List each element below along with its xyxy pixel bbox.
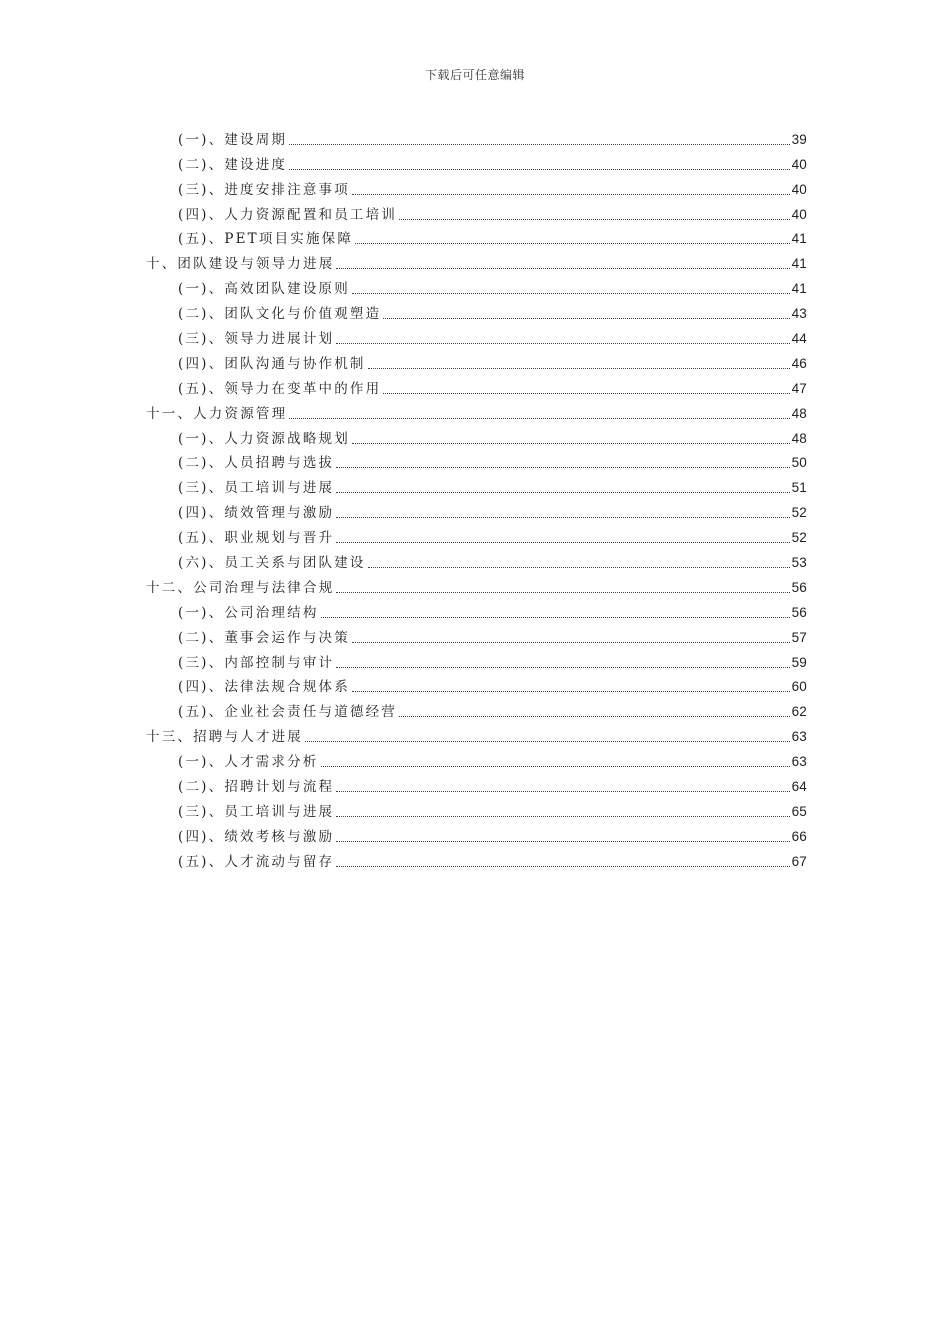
toc-page-number: 48 — [791, 405, 807, 421]
toc-page-number: 64 — [791, 779, 807, 795]
toc-page-number: 66 — [791, 828, 807, 844]
toc-page-number: 56 — [791, 579, 807, 595]
toc-entry-label: (四)、绩效考核与激励 — [178, 828, 335, 845]
toc-entry-label: 十、团队建设与领导力进展 — [146, 256, 335, 273]
toc-page-number: 43 — [791, 306, 807, 322]
toc-dot-leader — [305, 740, 790, 742]
table-of-contents — [146, 124, 807, 871]
toc-section-entry[interactable] — [146, 821, 807, 846]
toc-dot-leader — [336, 541, 789, 543]
toc-page-number: 41 — [791, 231, 807, 247]
toc-entry-label: (二)、董事会运作与决策 — [178, 629, 350, 646]
toc-section-entry[interactable] — [146, 647, 807, 672]
toc-dot-leader — [289, 417, 789, 419]
toc-section-entry[interactable] — [146, 124, 807, 149]
toc-entry-label: (三)、员工培训与进展 — [178, 480, 335, 497]
toc-dot-leader — [336, 466, 789, 468]
toc-page-number: 63 — [791, 754, 807, 770]
toc-section-entry[interactable] — [146, 522, 807, 547]
toc-dot-leader — [336, 666, 789, 668]
toc-section-entry[interactable] — [146, 846, 807, 871]
toc-entry-label: (三)、领导力进展计划 — [178, 331, 335, 348]
toc-dot-leader — [321, 765, 790, 767]
toc-entry-label: (五)、领导力在变革中的作用 — [178, 380, 382, 397]
toc-dot-leader — [383, 317, 789, 319]
toc-section-entry[interactable] — [146, 423, 807, 448]
toc-dot-leader — [336, 491, 789, 493]
toc-entry-label: (五)、PET项目实施保障 — [178, 231, 354, 248]
toc-dot-leader — [321, 616, 790, 618]
toc-dot-leader — [352, 193, 790, 195]
toc-dot-leader — [336, 516, 789, 518]
toc-entry-label: (一)、人力资源战略规划 — [178, 430, 350, 447]
toc-section-entry[interactable] — [146, 771, 807, 796]
toc-dot-leader — [368, 367, 790, 369]
toc-entry-label: (一)、人才需求分析 — [178, 754, 319, 771]
toc-section-entry[interactable] — [146, 597, 807, 622]
toc-page-number: 60 — [791, 679, 807, 695]
toc-dot-leader — [352, 292, 790, 294]
toc-chapter-entry[interactable] — [146, 572, 807, 597]
toc-chapter-entry[interactable] — [146, 721, 807, 746]
toc-entry-label: (二)、团队文化与价值观塑造 — [178, 306, 382, 323]
toc-page-number: 46 — [791, 355, 807, 371]
toc-page-number: 44 — [791, 331, 807, 347]
toc-page-number: 62 — [791, 704, 807, 720]
toc-section-entry[interactable] — [146, 174, 807, 199]
toc-dot-leader — [352, 442, 790, 444]
toc-entry-label: (一)、高效团队建设原则 — [178, 281, 350, 298]
toc-page-number: 59 — [791, 654, 807, 670]
toc-entry-label: 十二、公司治理与法律合规 — [146, 579, 335, 596]
toc-entry-label: (四)、团队沟通与协作机制 — [178, 355, 366, 372]
toc-section-entry[interactable] — [146, 746, 807, 771]
toc-section-entry[interactable] — [146, 298, 807, 323]
toc-dot-leader — [399, 715, 790, 717]
toc-entry-label: (五)、企业社会责任与道德经营 — [178, 704, 398, 721]
toc-section-entry[interactable] — [146, 497, 807, 522]
toc-page-number: 50 — [791, 455, 807, 471]
toc-section-entry[interactable] — [146, 348, 807, 373]
toc-page-number: 41 — [791, 256, 807, 272]
toc-entry-label: (六)、员工关系与团队建设 — [178, 555, 366, 572]
toc-dot-leader — [352, 641, 790, 643]
toc-dot-leader — [383, 392, 789, 394]
toc-page-number: 39 — [791, 131, 807, 147]
toc-entry-label: (五)、职业规划与晋升 — [178, 530, 335, 547]
toc-entry-label: (五)、人才流动与留存 — [178, 853, 335, 870]
toc-entry-label: 十一、人力资源管理 — [146, 405, 288, 422]
toc-section-entry[interactable] — [146, 373, 807, 398]
toc-dot-leader — [336, 591, 789, 593]
toc-chapter-entry[interactable] — [146, 398, 807, 423]
toc-entry-label: (二)、人员招聘与选拔 — [178, 455, 335, 472]
toc-page-number: 40 — [791, 206, 807, 222]
toc-section-entry[interactable] — [146, 323, 807, 348]
toc-page-number: 53 — [791, 555, 807, 571]
toc-section-entry[interactable] — [146, 448, 807, 473]
toc-section-entry[interactable] — [146, 547, 807, 572]
toc-entry-label: (一)、公司治理结构 — [178, 604, 319, 621]
toc-dot-leader — [336, 342, 789, 344]
toc-page-number: 65 — [791, 803, 807, 819]
toc-section-entry[interactable] — [146, 622, 807, 647]
toc-page-number: 63 — [791, 729, 807, 745]
toc-section-entry[interactable] — [146, 472, 807, 497]
toc-entry-label: (二)、招聘计划与流程 — [178, 779, 335, 796]
toc-entry-label: (四)、人力资源配置和员工培训 — [178, 206, 398, 223]
toc-dot-leader — [336, 840, 789, 842]
toc-section-entry[interactable] — [146, 672, 807, 697]
toc-dot-leader — [336, 865, 789, 867]
toc-section-entry[interactable] — [146, 224, 807, 249]
toc-page-number: 56 — [791, 604, 807, 620]
toc-page-number: 51 — [791, 480, 807, 496]
toc-entry-label: (四)、绩效管理与激励 — [178, 505, 335, 522]
toc-page-number: 57 — [791, 629, 807, 645]
toc-section-entry[interactable] — [146, 199, 807, 224]
toc-dot-leader — [399, 218, 790, 220]
toc-section-entry[interactable] — [146, 696, 807, 721]
toc-entry-label: (四)、法律法规合规体系 — [178, 679, 350, 696]
toc-chapter-entry[interactable] — [146, 248, 807, 273]
toc-dot-leader — [289, 143, 789, 145]
toc-entry-label: (三)、内部控制与审计 — [178, 654, 335, 671]
toc-page-number: 67 — [791, 853, 807, 869]
toc-entry-label: (二)、建设进度 — [178, 156, 288, 173]
toc-dot-leader — [355, 242, 790, 244]
toc-section-entry[interactable] — [146, 273, 807, 298]
toc-page-number: 41 — [791, 281, 807, 297]
toc-entry-label: (一)、建设周期 — [178, 131, 288, 148]
toc-page-number: 52 — [791, 505, 807, 521]
toc-section-entry[interactable] — [146, 149, 807, 174]
toc-entry-label: 十三、招聘与人才进展 — [146, 729, 303, 746]
toc-page-number: 40 — [791, 156, 807, 172]
toc-dot-leader — [336, 815, 789, 817]
toc-entry-label: (三)、进度安排注意事项 — [178, 181, 350, 198]
toc-page-number: 40 — [791, 181, 807, 197]
toc-page-number: 52 — [791, 530, 807, 546]
toc-entry-label: (三)、员工培训与进展 — [178, 803, 335, 820]
toc-dot-leader — [289, 168, 789, 170]
toc-page-number: 47 — [791, 380, 807, 396]
toc-dot-leader — [352, 690, 790, 692]
toc-dot-leader — [336, 267, 789, 269]
toc-section-entry[interactable] — [146, 796, 807, 821]
header-note: 下载后可任意编辑 — [424, 68, 525, 82]
toc-dot-leader — [336, 790, 789, 792]
toc-page-number: 48 — [791, 430, 807, 446]
toc-dot-leader — [368, 566, 790, 568]
